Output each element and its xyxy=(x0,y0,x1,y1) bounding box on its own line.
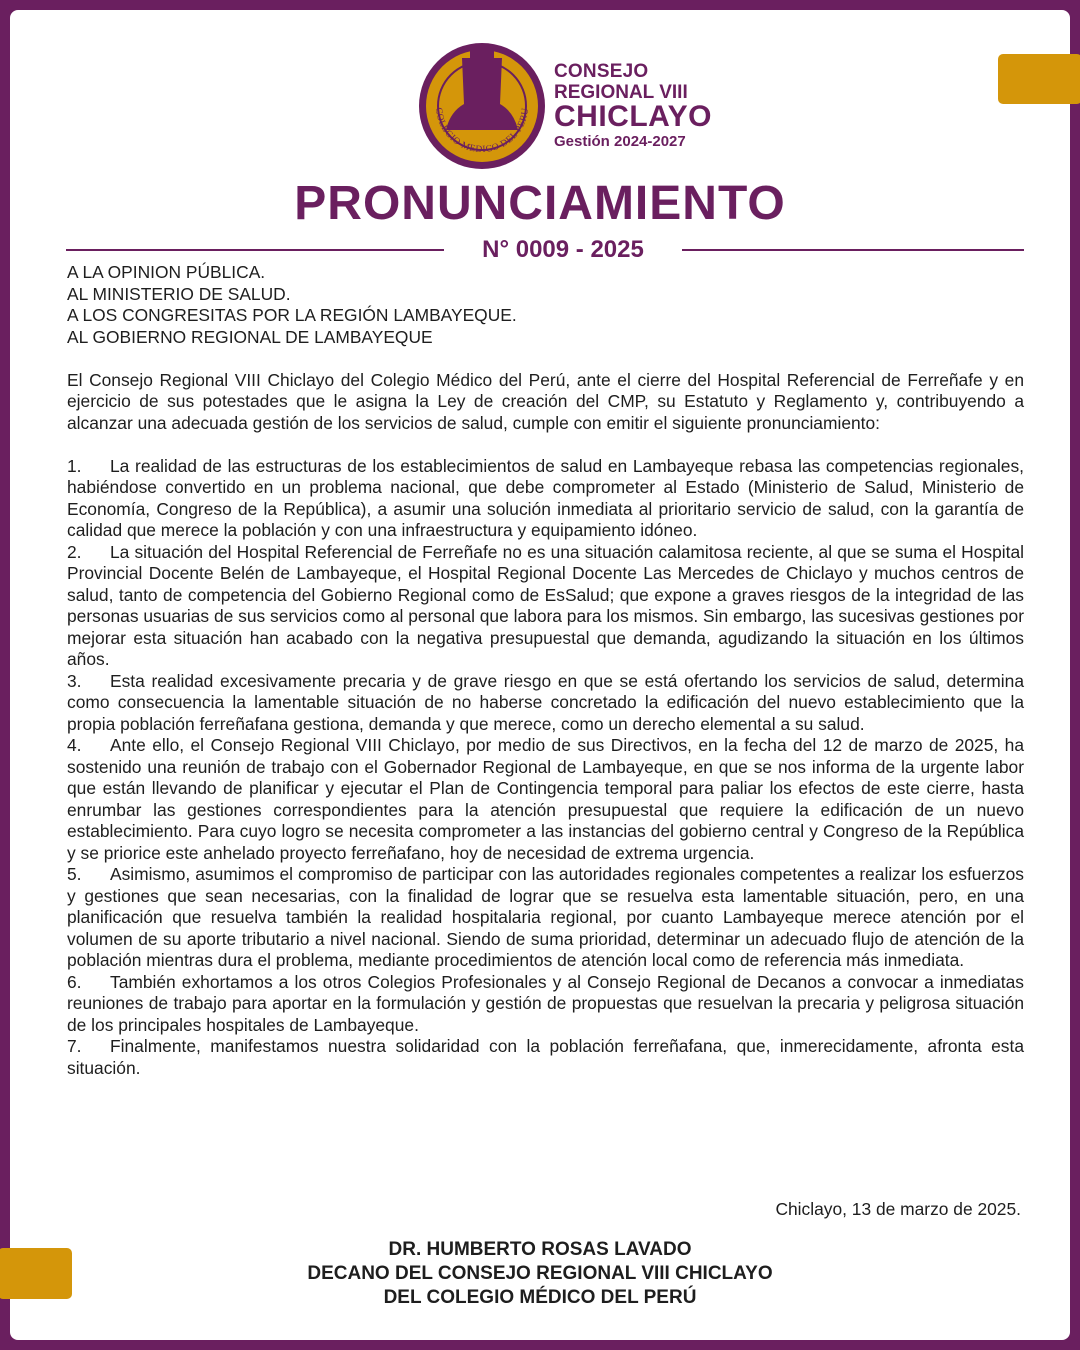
item-number: 5. xyxy=(67,864,82,884)
document-body xyxy=(67,262,1024,1079)
divider-right xyxy=(682,249,1024,251)
document-number: N° 0009 - 2025 xyxy=(482,236,644,263)
svg-text:COLEGIO MEDICO DEL PERU: COLEGIO MEDICO DEL PERU xyxy=(432,107,532,156)
addressee: A LA OPINION PÚBLICA. xyxy=(67,262,266,282)
logo-line-2: REGIONAL VIII xyxy=(554,82,688,103)
logo-term: Gestión 2024-2027 xyxy=(554,133,686,150)
signatory-name: DR. HUMBERTO ROSAS LAVADO xyxy=(388,1239,692,1260)
document-number-row xyxy=(66,236,1024,264)
list-item xyxy=(67,456,1024,542)
item-text: Finalmente, manifestamos nuestra solidaridad con la población ferreñafana, que, inmerecidamente, afronta esta situación. xyxy=(67,1036,1024,1078)
item-text: La situación del Hospital Referencial de Ferreñafe no es una situación calamitosa reciente, al que se suma el Hospital Provincial Docente Belén de Lambayeque, el Hospital Regional Docente Las Mercedes de Chiclayo y muchos centros de salud, tanto de competencia del Gobierno Regional como de EsSalud; que expone a graves riesgos de la integridad de las personas usuarias de sus servicios como al personal que labora para los mismos. Sin embargo, las sucesivas gestiones por mejorar esta situación han acabado con la negativa presupuestal que demanda, agudizando la situación en los últimos años. xyxy=(67,541,1024,669)
item-number: 2. xyxy=(67,541,82,562)
addressee: A LOS CONGRESITAS POR LA REGIÓN LAMBAYEQUE. xyxy=(67,305,517,325)
list-item xyxy=(67,1036,1024,1079)
addressee: AL GOBIERNO REGIONAL DE LAMBAYEQUE xyxy=(67,326,433,347)
intro-paragraph: El Consejo Regional VIII Chiclayo del Colegio Médico del Perú, ante el cierre del Hospital Referencial de Ferreñafe y en ejercicio de sus potestades que le asigna la Ley de creación del CMP, su Estatuto y Reglamento y, contribuyendo a alcanzar una adecuada gestión de los servicios de salud, cumple con emitir el siguiente pronunciamiento: xyxy=(67,369,1024,433)
item-number: 7. xyxy=(67,1036,82,1056)
addressee-list xyxy=(67,262,1024,348)
logo xyxy=(418,42,738,170)
logo-line-1: CONSEJO xyxy=(554,61,649,82)
item-number: 3. xyxy=(67,670,82,691)
list-item xyxy=(67,542,1024,671)
list-item xyxy=(67,735,1024,864)
list-item xyxy=(67,671,1024,736)
signature-block xyxy=(0,1238,1080,1310)
item-text: También exhortamos a los otros Colegios Profesionales y al Consejo Regional de Decanos a convocar a inmediatas reuniones de trabajo para aportar en la formulación y gestión de propuestas que resuelvan la precaria y peligrosa situación de los principales hospitales de Lambayeque. xyxy=(67,971,1024,1035)
item-number: 1. xyxy=(67,455,82,476)
item-text: La realidad de las estructuras de los establecimientos de salud en Lambayeque rebasa las competencias regionales, habiéndose convertido en un problema nacional, que debe comprometer al Estado (Ministerio de Salud, Ministerio de Economía, Congreso de la República), a asumir una solución inmediata al prioritario servicio de salud, con la garantía de calidad que merece la población y con una infraestructura y equipamiento idóneo. xyxy=(67,455,1024,540)
item-text: Ante ello, el Consejo Regional VIII Chiclayo, por medio de sus Directivos, en la fecha del 12 de marzo de 2025, ha sostenido una reunión de trabajo con el Gobernador Regional de Lambayeque, en que se nos informa de la urgente labor que están llevando de planificar y ejecutar el Plan de Contingencia temporal para paliar los efectos de este cierre, hasta enrumbar las gestiones correspondientes para la atención presupuestal que requiere la edificación de un nuevo establecimiento. Para cuyo logro se necesita comprometer a las instancias del gobierno central y Congreso de la República y se priorice este anhelado proyecto ferreñafano, hoy de necesidad de extrema urgencia. xyxy=(67,735,1024,863)
item-text: Esta realidad excesivamente precaria y de grave riesgo en que se está ofertando los servicios de salud, determina como consecuencia la lamentable situación de no haberse concretado la edificación del nuevo establecimiento que la propia población ferreñafana gestiona, demanda y que merece, como un derecho elemental a su salud. xyxy=(67,670,1024,734)
council-name xyxy=(554,62,712,149)
decorative-tab-top-right xyxy=(998,54,1080,104)
item-number: 4. xyxy=(67,735,82,755)
addressee: AL MINISTERIO DE SALUD. xyxy=(67,283,291,304)
logo-line-3: CHICLAYO xyxy=(554,100,712,133)
item-number: 6. xyxy=(67,971,82,992)
colegio-medico-seal-icon xyxy=(418,42,546,170)
list-item xyxy=(67,972,1024,1037)
divider-left xyxy=(66,249,444,251)
list-item xyxy=(67,864,1024,972)
document-date: Chiclayo, 13 de marzo de 2025. xyxy=(775,1199,1021,1219)
signatory-institution: DEL COLEGIO MÉDICO DEL PERÚ xyxy=(383,1287,697,1308)
item-text: Asimismo, asumimos el compromiso de participar con las autoridades regionales competentes a realizar los esfuerzos y gestiones que sean necesarias, con la finalidad de lograr que se resuelva esta lamentable situación, pero, en una planificación que resuelva también la realidad hospitalaria regional, por cuanto Lambayeque merece atención por el volumen de su aporte tributario a nivel nacional. Siendo de suma prioridad, determinar un adecuado flujo de atención de la población mientras dura el problema, mediante procedimientos de atención local como de referencia más inmediata. xyxy=(67,864,1024,970)
numbered-list xyxy=(67,456,1024,1080)
document-title: PRONUNCIAMIENTO xyxy=(294,177,786,230)
signatory-title: DECANO DEL CONSEJO REGIONAL VIII CHICLAYO xyxy=(307,1263,773,1284)
